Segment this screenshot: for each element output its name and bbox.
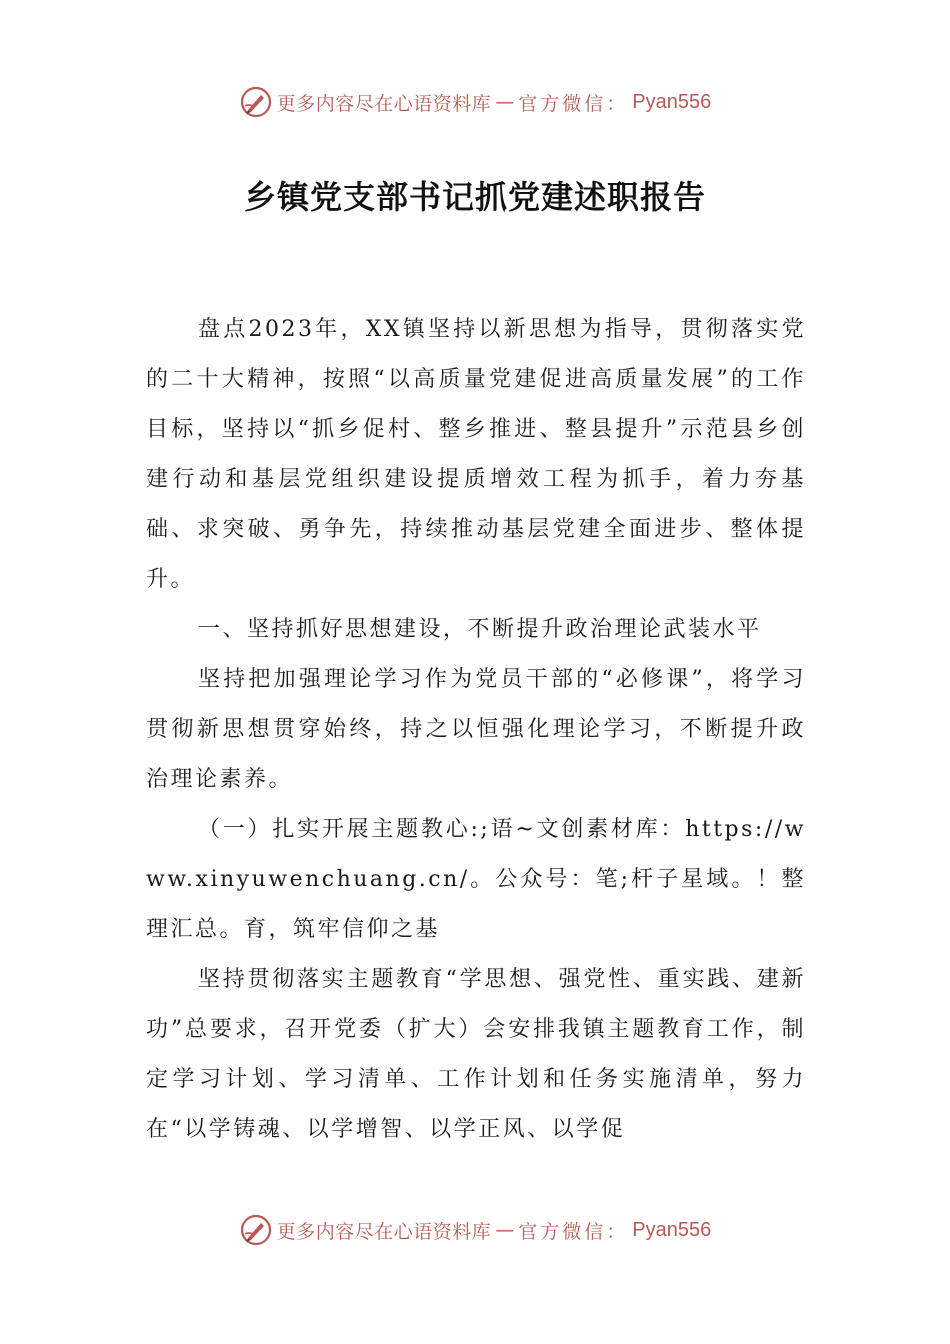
section-heading-1: 一、坚持抓好思想建设，不断提升政治理论武装水平 [198,617,762,642]
subsection-heading-1: （一）扎实开展主题教心:;语~文创素材库：https://www.xinyuwenchuang.cn/。公众号：笔;杆子星域。！整理汇总。育，筑牢信仰之基 [146,817,806,942]
paragraph-theory-study: 坚持把加强理论学习作为党员干部的“必修课”，将学习贯彻新思想贯穿始终，持之以恒强化理论学习，不断提升政治理论素养。 [146,667,806,792]
header-watermark-banner [0,82,950,122]
paragraph-theme-education: 坚持贯彻落实主题教育“学思想、强党性、重实践、建新功”总要求，召开党委（扩大）会安排我镇主题教育工作，制定学习计划、学习清单、工作计划和任务实施清单，努力在“以学铸魂、以学增智、以学正风、以学促 [146,967,806,1142]
footer-watermark-banner [0,1210,950,1250]
pen-logo-icon [239,85,273,119]
banner-wechat-label: 官方微信： [518,92,629,115]
banner-dash: — [495,91,515,113]
document-title: 乡镇党支部书记抓党建述职报告 [243,178,706,216]
pen-logo-icon [239,1213,273,1247]
banner-wechat-handle: Pyan556 [632,1218,712,1241]
paragraph-intro: 盘点2023年，XX镇坚持以新思想为指导，贯彻落实党的二十大精神，按照“以高质量党建促进高质量发展”的工作目标，坚持以“抓乡促村、整乡推进、整县提升”示范县乡创建行动和基层党组织建设提质增效工程为抓手，着力夯基础、求突破、勇争先，持续推动基层党建全面进步、整体提升。 [146,317,806,592]
banner-dash: — [495,1219,515,1241]
banner-wechat-handle: Pyan556 [632,90,712,113]
banner-wechat-label: 官方微信： [518,1220,629,1243]
banner-slogan: 更多内容尽在心语资料库 [276,1220,492,1243]
banner-slogan: 更多内容尽在心语资料库 [276,92,492,115]
document-body [146,305,806,1155]
